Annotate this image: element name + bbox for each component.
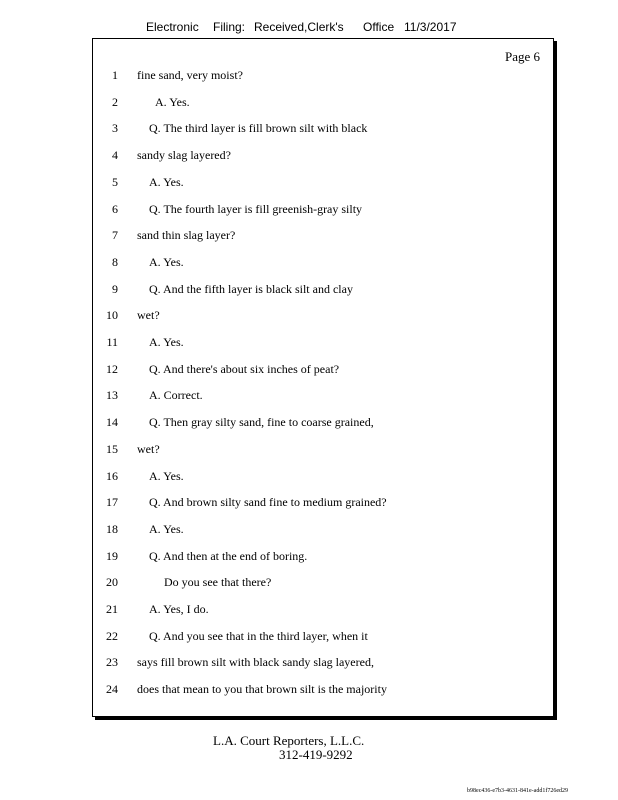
transcript-line [0,255,618,271]
reporter-phone: 312-419-9292 [279,747,353,762]
filing-word-office: Office [363,20,395,34]
transcript-line [0,202,618,218]
line-text: Q. And the fifth layer is black silt and clay [149,281,353,296]
line-text: sandy slag layered? [137,148,231,163]
line-number: 24 [106,682,118,697]
transcript-line [0,228,618,244]
transcript-line [0,575,618,591]
line-text: Q. The third layer is fill brown silt with black [149,121,368,136]
line-number: 2 [112,94,118,109]
line-number: 20 [106,575,118,590]
line-text: A. Yes. [149,335,184,349]
transcript-line [0,362,618,378]
transcript-line [0,522,618,538]
transcript-line [0,121,618,137]
line-number: 5 [112,174,118,189]
line-text: wet? [137,308,160,323]
line-text: Q. And brown silty sand fine to medium grained? [149,495,387,510]
line-number: 23 [106,655,118,670]
line-number: 22 [106,628,118,643]
transcript-line [0,442,618,458]
line-number: 1 [112,68,118,82]
transcript-line [0,388,618,404]
line-number: 14 [106,415,118,430]
transcript-line [0,335,618,351]
line-number: 9 [112,281,118,296]
line-text: A. Yes, I do. [149,602,209,616]
line-text: Q. And then at the end of boring. [149,548,308,563]
line-number: 7 [112,228,118,243]
line-text: Q. Then gray silty sand, fine to coarse grained, [149,415,374,430]
transcript-line [0,682,618,698]
line-text: Q. And you see that in the third layer, when it [149,628,368,643]
line-text: A. Correct. [149,388,203,403]
line-number: 16 [106,468,118,483]
transcript-line [0,308,618,324]
transcript-line [0,148,618,164]
line-number: 17 [106,495,118,510]
transcript-line [0,602,618,618]
transcript-line [0,549,618,565]
line-number: 6 [112,201,118,216]
line-number: 12 [106,361,118,376]
line-text: says fill brown silt with black sandy slag layered, [137,655,374,670]
line-number: 11 [106,335,118,349]
line-number: 3 [112,121,118,136]
line-number: 15 [106,441,118,456]
line-text: Q. The fourth layer is fill greenish-gray silty [149,201,363,216]
line-number: 18 [106,521,118,536]
document-hash: b98ec436-e7b3-4631-841e-add1f726ed29 [467,788,568,794]
line-text: Q. And there's about six inches of peat? [149,361,340,376]
transcript-line [0,68,618,84]
line-text: does that mean to you that brown silt is the majority [137,682,387,697]
transcript-line [0,415,618,431]
line-text: A. Yes. [149,174,184,189]
line-number: 8 [112,254,118,269]
transcript-line [0,95,618,111]
line-text: A. Yes. [149,521,184,536]
line-number: 10 [106,308,118,323]
line-text: A. Yes. [155,94,190,109]
filing-date: 11/3/2017 [404,20,457,34]
line-text: A. Yes. [149,254,184,269]
filing-stamp [0,20,618,38]
filing-word-filing: Filing: [213,20,246,34]
line-text: wet? [137,441,160,456]
transcript-line [0,495,618,511]
page-number: Page 6 [504,49,540,64]
reporter-company: L.A. Court Reporters, L.L.C. [213,733,365,748]
filing-word-electronic: Electronic [146,20,199,34]
transcript-line [0,175,618,191]
line-text: sand thin slag layer? [137,228,236,243]
filing-word-received: Received,Clerk's [254,20,344,34]
line-number: 19 [106,548,118,563]
line-number: 4 [112,148,118,163]
transcript-line [0,282,618,298]
line-text: Do you see that there? [164,575,272,590]
line-text: A. Yes. [149,468,184,483]
transcript-line [0,469,618,485]
line-text: fine sand, very moist? [137,68,243,82]
transcript-line [0,629,618,645]
line-number: 13 [106,388,118,403]
transcript-line [0,655,618,671]
line-number: 21 [106,602,118,616]
